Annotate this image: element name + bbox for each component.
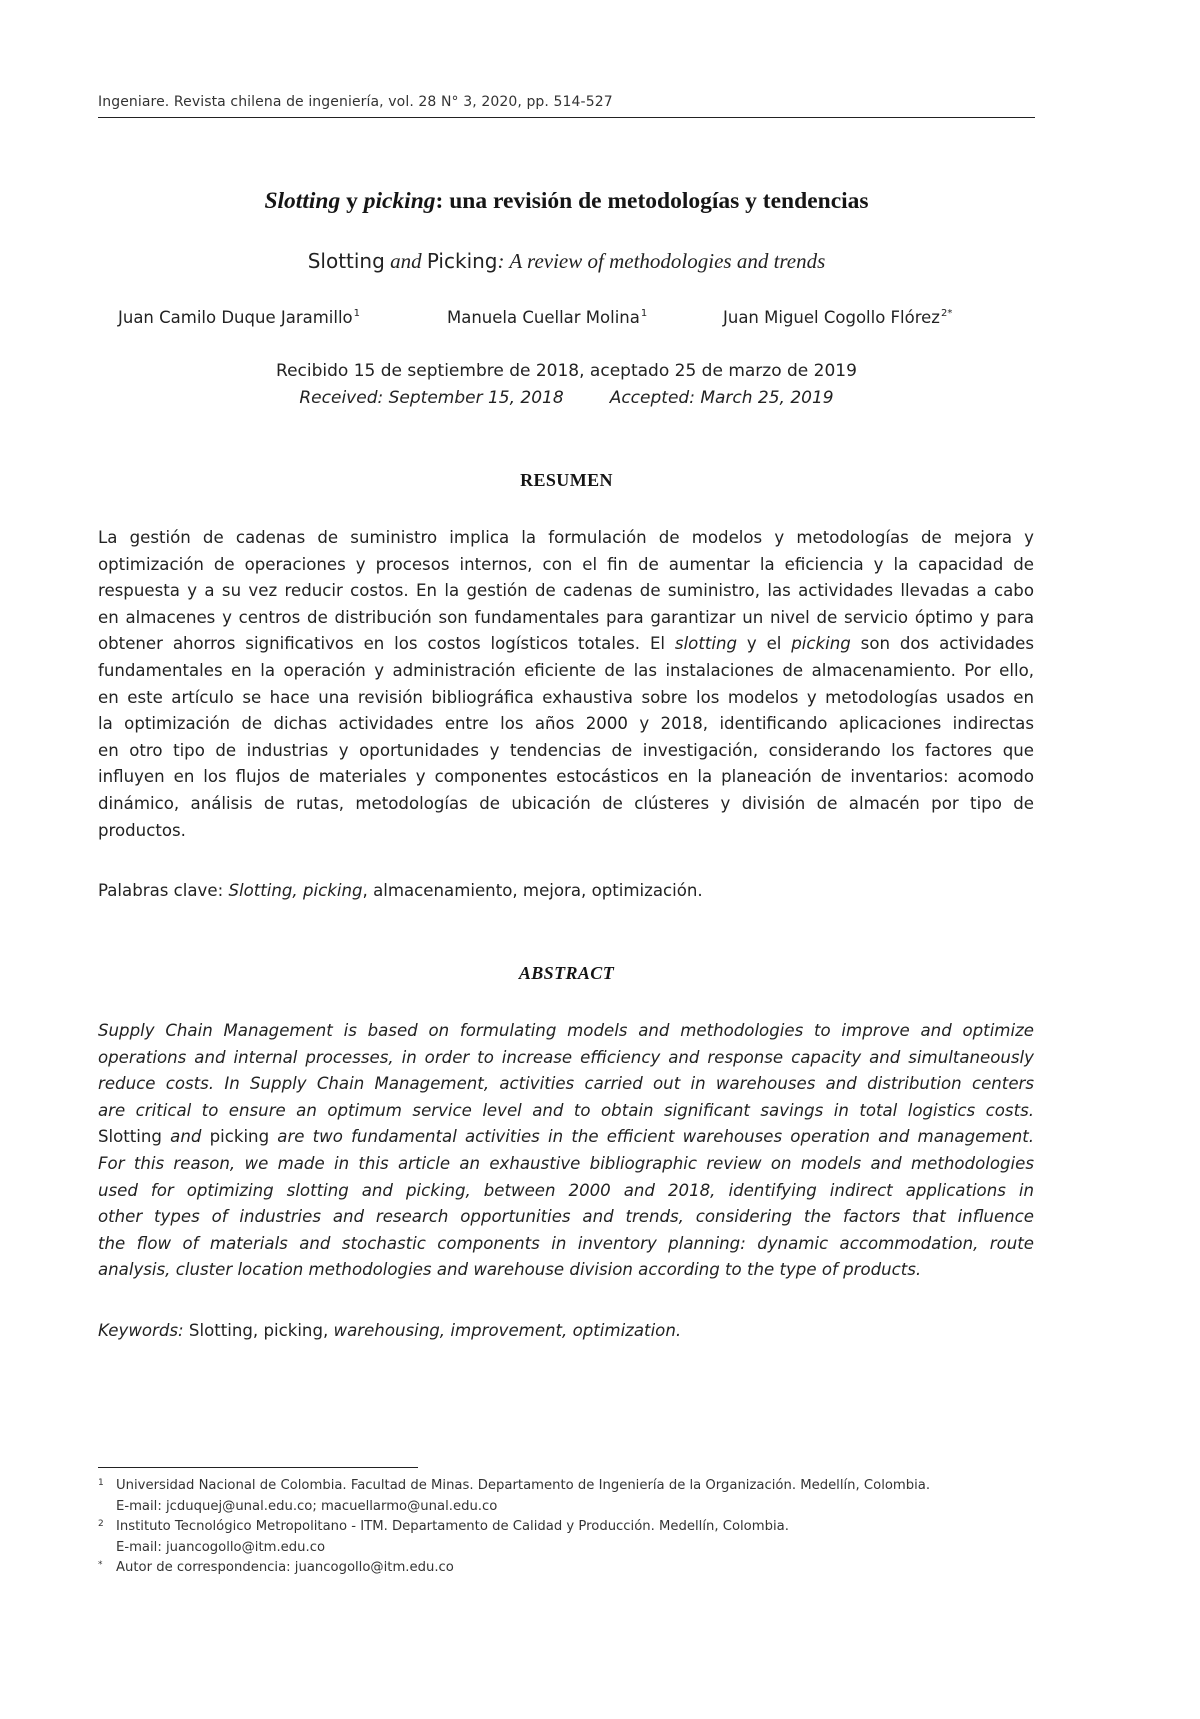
abstract-line: used for optimizing slotting and picking, between 2000 and 2018, identifying indirect applications in <box>98 1180 1034 1200</box>
author-name: Juan Miguel Cogollo Flórez <box>723 308 940 327</box>
keywords-label: Keywords: <box>98 1321 189 1340</box>
author-name: Manuela Cuellar Molina <box>447 308 640 327</box>
resumen-text: y el <box>737 634 792 654</box>
resumen-line: en este artículo se hace una revisión bibliográfica exhaustiva sobre los modelos y metodologías usados en <box>98 687 1034 707</box>
title-connector: y <box>340 188 364 214</box>
affiliation-mark: 1 <box>353 308 361 319</box>
author-name: Juan Camilo Duque Jaramillo <box>118 308 353 327</box>
footnote-1 <box>98 1476 1038 1497</box>
abstract-line <box>98 1124 1034 1151</box>
resumen-line: influyen en los flujos de materiales y componentes estocásticos en la planeación de inventarios: acomodo <box>98 767 1034 787</box>
footnote-text: Instituto Tecnológico Metropolitano - ITM. Departamento de Calidad y Producción. Medellín, Colombia. <box>116 1519 789 1535</box>
abstract-line: are critical to ensure an optimum service level and to obtain significant savings in total logistics costs. <box>98 1100 1034 1120</box>
abstract-body <box>98 1018 1034 1284</box>
title-rest: : una revisión de metodologías y tendencias <box>435 188 869 214</box>
resumen-body <box>98 525 1034 844</box>
dates-english <box>98 388 1035 408</box>
article-title-spanish <box>98 188 1035 215</box>
resumen-line: productos. <box>98 820 186 840</box>
footnote-mark: * <box>98 1560 103 1571</box>
resumen-text: son dos actividades <box>850 634 1034 654</box>
footnote-mark: 1 <box>98 1478 104 1488</box>
subtitle-term-slotting: Slotting <box>307 249 385 273</box>
author-list <box>0 308 1200 332</box>
resumen-line: la optimización de dichas actividades entre los años 2000 y 2018, identificando aplicaciones indirectas <box>98 714 1034 734</box>
palabras-clave-italic: Slotting, picking <box>228 881 363 900</box>
abstract-line: the flow of materials and stochastic components in inventory planning: dynamic accommodation, route <box>98 1233 1034 1253</box>
resumen-line: en almacenes y centros de distribución son fundamentales para garantizar un nivel de servicio óptimo y para <box>98 607 1034 627</box>
resumen-line: fundamentales en la operación y administración eficiente de las instalaciones de almacenamiento. Por ello, <box>98 660 1034 680</box>
footnote-1-email <box>98 1497 1038 1518</box>
affiliation-mark: 1 <box>640 308 648 319</box>
footnote-2-email <box>98 1538 1038 1559</box>
subtitle-connector: and <box>384 249 427 273</box>
title-term-slotting: Slotting <box>264 188 341 214</box>
article-title-english <box>98 249 1035 274</box>
palabras-clave <box>98 881 1034 900</box>
abstract-text: and <box>161 1127 210 1147</box>
accepted-date: Accepted: March 25, 2019 <box>609 388 834 408</box>
dates-spanish: Recibido 15 de septiembre de 2018, aceptado 25 de marzo de 2019 <box>276 361 857 381</box>
footnote-text: E-mail: juancogollo@itm.edu.co <box>116 1539 326 1555</box>
term-picking: picking <box>209 1127 270 1147</box>
subtitle-rest: : A review of methodologies and trends <box>497 249 826 273</box>
footnote-correspondence <box>98 1558 1038 1579</box>
subtitle-term-picking: Picking <box>426 249 498 273</box>
received-date: Received: September 15, 2018 <box>299 388 564 408</box>
keywords <box>98 1321 1034 1340</box>
resumen-line: en otro tipo de industrias y oportunidades y tendencias de investigación, considerando los factores que <box>98 740 1034 760</box>
footnote-mark: 2 <box>98 1519 104 1530</box>
abstract-heading: ABSTRACT <box>518 963 615 983</box>
abstract-line: other types of industries and research opportunities and trends, considering the factors that influence <box>98 1207 1034 1227</box>
footnote-text: E-mail: jcduquej@unal.edu.co; macuellarmo@unal.edu.co <box>116 1498 498 1514</box>
author-1 <box>118 308 360 327</box>
keywords-upright: Slotting, picking, <box>188 1321 334 1340</box>
footnote-rule <box>98 1467 418 1468</box>
resumen-line: La gestión de cadenas de suministro implica la formulación de modelos y metodologías de mejora y <box>98 528 1034 547</box>
abstract-line: operations and internal processes, in order to increase efficiency and response capacity and simultaneously <box>98 1047 1034 1067</box>
footnote-text: Autor de correspondencia: juancogollo@itm.edu.co <box>116 1560 454 1576</box>
resumen-line: optimización de operaciones y procesos internos, con el fin de aumentar la eficiencia y la capacidad de <box>98 554 1034 574</box>
footnote-text: Universidad Nacional de Colombia. Facultad de Minas. Departamento de Ingeniería de la Organización. Medellín, Colombia. <box>116 1478 931 1493</box>
term-slotting: Slotting <box>98 1127 162 1147</box>
term-picking: picking <box>791 634 851 654</box>
footnotes <box>98 1476 1038 1579</box>
abstract-line: reduce costs. In Supply Chain Management, activities carried out in warehouses and distribution centers <box>98 1074 1034 1094</box>
resumen-line: respuesta y a su vez reducir costos. En la gestión de cadenas de suministro, las actividades llevadas a cabo <box>98 581 1034 601</box>
affiliation-mark: 2* <box>940 308 953 319</box>
resumen-text: obtener ahorros significativos en los costos logísticos totales. El <box>98 634 675 654</box>
abstract-line: analysis, cluster location methodologies and warehouse division according to the type of products. <box>98 1260 922 1280</box>
running-head: Ingeniare. Revista chilena de ingeniería, vol. 28 N° 3, 2020, pp. 514-527 <box>98 94 613 110</box>
palabras-clave-label: Palabras clave: <box>98 881 229 900</box>
header-rule <box>98 117 1035 118</box>
abstract-line: Supply Chain Management is based on formulating models and methodologies to improve and optimize <box>98 1021 1034 1040</box>
palabras-clave-rest: , almacenamiento, mejora, optimización. <box>362 881 703 900</box>
abstract-line: For this reason, we made in this article an exhaustive bibliographic review on models and methodologies <box>98 1153 1034 1173</box>
abstract-text: are two fundamental activities in the efficient warehouses operation and management. <box>269 1127 1034 1147</box>
resumen-line: dinámico, análisis de rutas, metodologías de ubicación de clústeres y división de almacén por tipo de <box>98 793 1034 813</box>
footnote-2 <box>98 1517 1038 1538</box>
resumen-line <box>98 631 1034 658</box>
term-slotting: slotting <box>674 634 738 654</box>
author-3 <box>723 308 952 327</box>
keywords-italic: warehousing, improvement, optimization. <box>333 1321 682 1340</box>
author-2 <box>447 308 647 327</box>
title-term-picking: picking <box>363 188 436 214</box>
resumen-heading: RESUMEN <box>520 470 613 490</box>
